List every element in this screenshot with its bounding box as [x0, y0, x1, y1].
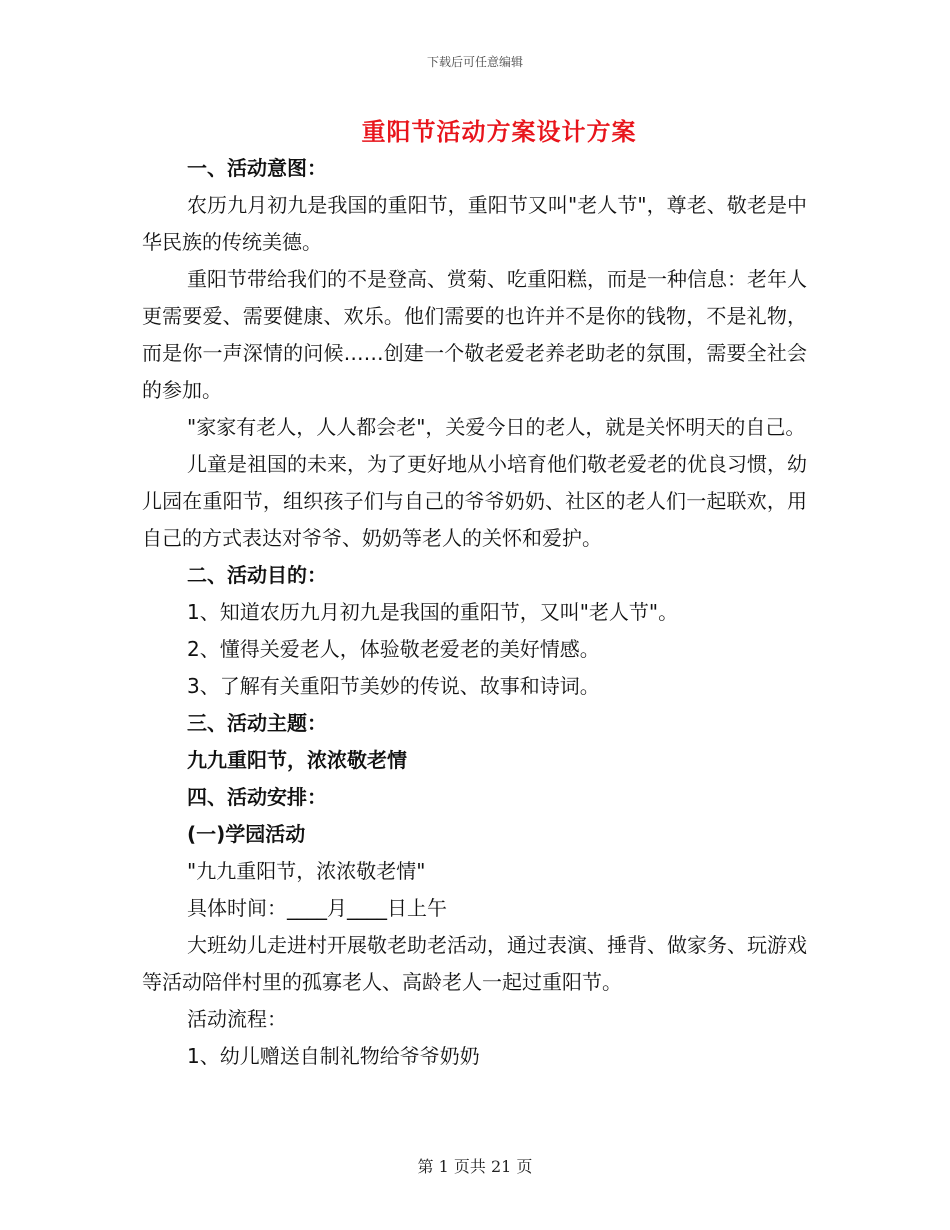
section-heading-goals: 二、活动目的： — [187, 563, 327, 587]
paragraph-intent-2: 重阳节带给我们的不是登高、赏菊、吃重阳糕，而是一种信息：老年人更需要爱、需要健康、欢乐。他们需要的也许并不是你的钱物，不是礼物，而是你一声深情的问候……创建一个敬老爱老养老助老的氛围，需要全社会的参加。 — [142, 267, 807, 402]
flow-item: 1、幼儿赠送自制礼物给爷爷奶奶 — [187, 1044, 480, 1068]
subsection-heading-school: (一)学园活动 — [187, 822, 306, 846]
paragraph-intent-4: 儿童是祖国的未来，为了更好地从小培育他们敬老爱老的优良习惯，幼儿园在重阳节，组织孩子们与自己的爷爷奶奶、社区的老人们一起联欢，用自己的方式表达对爷爷、奶奶等老人的关怀和爱护。 — [142, 452, 807, 550]
page-footer: 第 1 页共 21 页 — [417, 1157, 533, 1176]
section-heading-arrangement: 四、活动安排： — [187, 785, 327, 809]
section-heading-theme: 三、活动主题： — [187, 711, 327, 735]
header-note: 下载后可任意编辑 — [426, 55, 523, 69]
goal-item: 1、知道农历九月初九是我国的重阳节，又叫"老人节"。 — [187, 600, 679, 624]
goal-item: 2、懂得关爱老人，体验敬老爱老的美好情感。 — [187, 637, 600, 661]
paragraph-intent-3: "家家有老人，人人都会老"，关爱今日的老人，就是关怀明天的自己。 — [187, 415, 806, 439]
document-body — [142, 150, 807, 1075]
flow-label: 活动流程： — [187, 1007, 287, 1031]
activity-time: 具体时间：____月____日上午 — [187, 896, 447, 920]
paragraph-activity: 大班幼儿走进村开展敬老助老活动，通过表演、捶背、做家务、玩游戏等活动陪伴村里的孤寡老人、高龄老人一起过重阳节。 — [142, 933, 807, 994]
activity-quote: "九九重阳节，浓浓敬老情" — [187, 859, 426, 883]
paragraph-intent-1: 农历九月初九是我国的重阳节，重阳节又叫"老人节"，尊老、敬老是中华民族的传统美德。 — [142, 193, 807, 254]
document-title: 重阳节活动方案设计方案 — [361, 118, 637, 146]
section-heading-intent: 一、活动意图： — [187, 156, 327, 180]
goal-item: 3、了解有关重阳节美妙的传说、故事和诗词。 — [187, 674, 600, 698]
theme-text: 九九重阳节，浓浓敬老情 — [187, 748, 407, 772]
